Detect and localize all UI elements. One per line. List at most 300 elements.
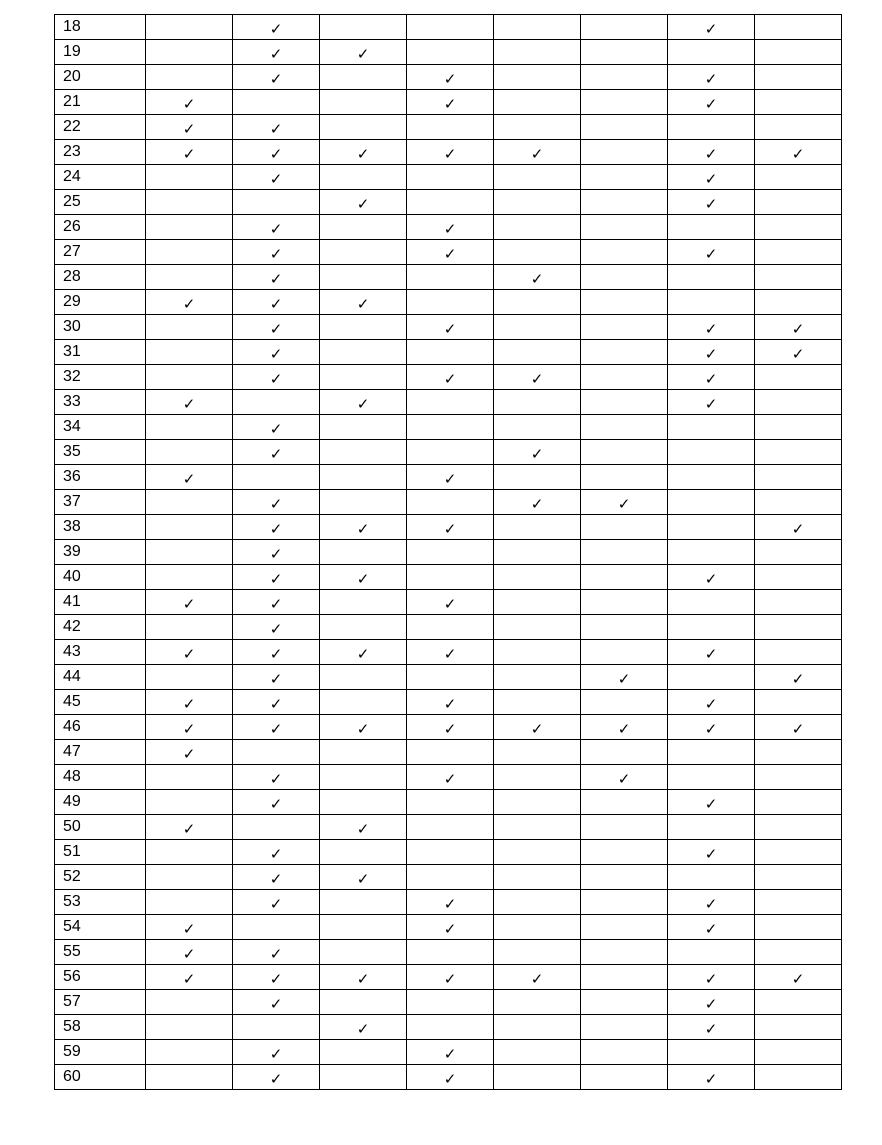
check-cell [581, 40, 668, 65]
checkmark-icon: ✓ [704, 795, 718, 813]
checkmark-icon: ✓ [269, 1045, 283, 1063]
check-cell [755, 640, 842, 665]
check-cell [494, 290, 581, 315]
check-cell [146, 265, 233, 290]
check-cell [581, 715, 668, 740]
check-cell [494, 415, 581, 440]
check-cell [581, 890, 668, 915]
check-cell [320, 40, 407, 65]
check-cell [581, 565, 668, 590]
row-number: 36 [55, 465, 146, 490]
check-cell [581, 690, 668, 715]
check-cell [407, 415, 494, 440]
check-cell [407, 490, 494, 515]
table-row [55, 915, 842, 940]
check-cell [668, 965, 755, 990]
table-row [55, 840, 842, 865]
check-cell [233, 965, 320, 990]
check-cell [581, 765, 668, 790]
checkmark-icon: ✓ [182, 95, 196, 113]
table-row [55, 940, 842, 965]
check-cell [668, 765, 755, 790]
checkmark-icon: ✓ [530, 970, 544, 988]
check-cell [668, 740, 755, 765]
check-cell [320, 965, 407, 990]
checkmark-icon: ✓ [443, 145, 457, 163]
checkmark-icon: ✓ [704, 920, 718, 938]
checkmark-icon: ✓ [530, 495, 544, 513]
check-cell [581, 90, 668, 115]
check-cell [494, 440, 581, 465]
checkmark-icon: ✓ [443, 70, 457, 88]
check-cell [146, 590, 233, 615]
check-cell [668, 665, 755, 690]
check-cell [755, 115, 842, 140]
check-cell [407, 990, 494, 1015]
checkmark-icon: ✓ [704, 95, 718, 113]
check-cell [407, 440, 494, 465]
table-row [55, 465, 842, 490]
check-cell [146, 1015, 233, 1040]
check-cell [407, 465, 494, 490]
checkmark-icon: ✓ [269, 620, 283, 638]
checkmark-icon: ✓ [356, 145, 370, 163]
checkmark-icon: ✓ [269, 20, 283, 38]
check-cell [668, 590, 755, 615]
checkmark-icon: ✓ [182, 470, 196, 488]
check-cell [581, 540, 668, 565]
check-cell [755, 190, 842, 215]
check-cell [233, 790, 320, 815]
check-cell [668, 40, 755, 65]
check-cell [581, 1015, 668, 1040]
check-cell [233, 315, 320, 340]
check-cell [407, 615, 494, 640]
table-row [55, 1040, 842, 1065]
check-cell [146, 390, 233, 415]
check-cell [668, 565, 755, 590]
checkmark-icon: ✓ [704, 970, 718, 988]
check-cell [755, 790, 842, 815]
check-cell [407, 365, 494, 390]
check-cell [233, 940, 320, 965]
checkmark-icon: ✓ [530, 145, 544, 163]
check-cell [146, 565, 233, 590]
check-cell [407, 715, 494, 740]
check-cell [494, 1015, 581, 1040]
checkmark-icon: ✓ [269, 45, 283, 63]
table-row [55, 215, 842, 240]
row-number: 59 [55, 1040, 146, 1065]
check-cell [494, 265, 581, 290]
check-cell [146, 840, 233, 865]
checkmark-icon: ✓ [269, 520, 283, 538]
check-cell [320, 690, 407, 715]
check-cell [494, 490, 581, 515]
check-cell [755, 715, 842, 740]
check-cell [494, 665, 581, 690]
check-cell [320, 990, 407, 1015]
checkmark-icon: ✓ [791, 145, 805, 163]
row-number: 29 [55, 290, 146, 315]
check-cell [494, 515, 581, 540]
check-cell [581, 490, 668, 515]
check-cell [668, 815, 755, 840]
check-cell [233, 865, 320, 890]
check-cell [146, 740, 233, 765]
check-cell [407, 890, 494, 915]
check-cell [755, 90, 842, 115]
checkmark-icon: ✓ [704, 645, 718, 663]
check-cell [146, 140, 233, 165]
row-number: 38 [55, 515, 146, 540]
check-cell [581, 790, 668, 815]
check-cell [320, 540, 407, 565]
check-cell [755, 365, 842, 390]
checkmark-icon: ✓ [182, 395, 196, 413]
row-number: 19 [55, 40, 146, 65]
check-cell [494, 240, 581, 265]
check-cell [146, 65, 233, 90]
check-cell [581, 940, 668, 965]
check-cell [146, 15, 233, 40]
check-cell [320, 1015, 407, 1040]
check-cell [581, 215, 668, 240]
check-cell [494, 815, 581, 840]
row-number: 41 [55, 590, 146, 615]
row-number: 37 [55, 490, 146, 515]
check-cell [668, 1015, 755, 1040]
check-cell [668, 865, 755, 890]
table-row [55, 65, 842, 90]
check-cell [494, 1040, 581, 1065]
check-cell [146, 215, 233, 240]
checkmark-icon: ✓ [269, 420, 283, 438]
checkmark-icon: ✓ [617, 720, 631, 738]
table-body [55, 15, 842, 1090]
checkmark-icon: ✓ [443, 970, 457, 988]
checkmark-icon: ✓ [269, 695, 283, 713]
check-cell [407, 215, 494, 240]
check-cell [668, 340, 755, 365]
check-cell [146, 365, 233, 390]
check-cell [320, 65, 407, 90]
check-cell [581, 815, 668, 840]
checkmark-icon: ✓ [356, 195, 370, 213]
check-cell [320, 265, 407, 290]
checkmark-icon: ✓ [704, 570, 718, 588]
checkmark-icon: ✓ [530, 445, 544, 463]
table-row [55, 815, 842, 840]
check-cell [755, 990, 842, 1015]
check-cell [668, 90, 755, 115]
checkmark-icon: ✓ [704, 195, 718, 213]
check-cell [668, 115, 755, 140]
table-row [55, 515, 842, 540]
table-row [55, 1065, 842, 1090]
check-cell [233, 715, 320, 740]
check-cell [494, 715, 581, 740]
check-cell [407, 590, 494, 615]
checkmark-icon: ✓ [617, 670, 631, 688]
row-number: 56 [55, 965, 146, 990]
check-cell [755, 140, 842, 165]
check-cell [320, 315, 407, 340]
check-cell [494, 15, 581, 40]
table-row [55, 690, 842, 715]
check-cell [320, 90, 407, 115]
checkmark-icon: ✓ [269, 445, 283, 463]
check-cell [494, 540, 581, 565]
check-cell [233, 515, 320, 540]
row-number: 27 [55, 240, 146, 265]
checkmark-icon: ✓ [443, 920, 457, 938]
check-cell [755, 965, 842, 990]
checkmark-icon: ✓ [443, 1070, 457, 1088]
check-cell [494, 140, 581, 165]
checkmark-icon: ✓ [182, 645, 196, 663]
check-cell [494, 340, 581, 365]
check-cell [755, 590, 842, 615]
table-row [55, 90, 842, 115]
check-cell [668, 215, 755, 240]
check-cell [581, 590, 668, 615]
checkmark-icon: ✓ [269, 270, 283, 288]
check-cell [146, 290, 233, 315]
checkmark-icon: ✓ [443, 770, 457, 788]
check-cell [668, 290, 755, 315]
checkmark-icon: ✓ [704, 720, 718, 738]
check-cell [668, 515, 755, 540]
check-cell [494, 1065, 581, 1090]
check-cell [755, 65, 842, 90]
check-cell [320, 865, 407, 890]
checkmark-icon: ✓ [443, 1045, 457, 1063]
check-cell [668, 15, 755, 40]
check-cell [320, 840, 407, 865]
check-cell [494, 940, 581, 965]
row-number: 51 [55, 840, 146, 865]
check-cell [755, 1015, 842, 1040]
check-cell [146, 990, 233, 1015]
checkmark-icon: ✓ [443, 720, 457, 738]
check-cell [581, 190, 668, 215]
table-row [55, 790, 842, 815]
check-cell [407, 65, 494, 90]
check-cell [146, 865, 233, 890]
check-cell [407, 765, 494, 790]
check-cell [146, 715, 233, 740]
check-cell [320, 815, 407, 840]
row-number: 24 [55, 165, 146, 190]
checkmark-icon: ✓ [269, 895, 283, 913]
check-cell [755, 1040, 842, 1065]
check-cell [320, 290, 407, 315]
row-number: 33 [55, 390, 146, 415]
checkmark-icon: ✓ [356, 820, 370, 838]
checkmark-icon: ✓ [356, 295, 370, 313]
checkmark-icon: ✓ [356, 1020, 370, 1038]
check-cell [494, 840, 581, 865]
check-cell [407, 165, 494, 190]
row-number: 60 [55, 1065, 146, 1090]
checkmark-icon: ✓ [356, 520, 370, 538]
checkmark-icon: ✓ [443, 320, 457, 338]
check-cell [233, 640, 320, 665]
check-cell [755, 765, 842, 790]
check-cell [755, 565, 842, 590]
checkmark-icon: ✓ [269, 320, 283, 338]
check-cell [581, 1065, 668, 1090]
check-cell [407, 640, 494, 665]
check-cell [407, 1040, 494, 1065]
checkmark-icon: ✓ [443, 220, 457, 238]
table-row [55, 340, 842, 365]
table-row [55, 740, 842, 765]
check-cell [146, 490, 233, 515]
checkmark-icon: ✓ [356, 45, 370, 63]
check-cell [668, 1065, 755, 1090]
check-cell [320, 390, 407, 415]
check-cell [755, 15, 842, 40]
check-cell [407, 915, 494, 940]
table-row [55, 990, 842, 1015]
check-cell [581, 840, 668, 865]
checkmark-icon: ✓ [269, 120, 283, 138]
check-cell [755, 915, 842, 940]
check-cell [146, 515, 233, 540]
check-cell [494, 65, 581, 90]
check-cell [233, 340, 320, 365]
row-number: 47 [55, 740, 146, 765]
check-cell [494, 365, 581, 390]
check-cell [320, 215, 407, 240]
table-row [55, 1015, 842, 1040]
check-cell [146, 1040, 233, 1065]
check-cell [407, 540, 494, 565]
check-cell [755, 690, 842, 715]
checkmark-icon: ✓ [269, 495, 283, 513]
checkmark-icon: ✓ [269, 570, 283, 588]
check-cell [407, 40, 494, 65]
check-cell [233, 265, 320, 290]
checkmark-icon: ✓ [269, 1070, 283, 1088]
check-cell [407, 815, 494, 840]
row-number: 42 [55, 615, 146, 640]
row-number: 46 [55, 715, 146, 740]
check-cell [233, 140, 320, 165]
checkmark-icon: ✓ [182, 120, 196, 138]
checkmark-icon: ✓ [791, 520, 805, 538]
check-cell [581, 165, 668, 190]
checkmark-icon: ✓ [530, 720, 544, 738]
check-cell [407, 265, 494, 290]
checkmark-icon: ✓ [356, 870, 370, 888]
check-cell [755, 840, 842, 865]
check-cell [407, 315, 494, 340]
check-cell [407, 390, 494, 415]
checkmark-icon: ✓ [269, 970, 283, 988]
row-number: 52 [55, 865, 146, 890]
check-cell [755, 240, 842, 265]
table-row [55, 615, 842, 640]
check-cell [581, 990, 668, 1015]
check-cell [233, 490, 320, 515]
table-row [55, 565, 842, 590]
check-cell [146, 340, 233, 365]
check-cell [320, 190, 407, 215]
check-cell [494, 390, 581, 415]
check-cell [755, 165, 842, 190]
checkmark-icon: ✓ [530, 370, 544, 388]
check-cell [668, 840, 755, 865]
check-cell [233, 815, 320, 840]
row-number: 40 [55, 565, 146, 590]
check-cell [320, 465, 407, 490]
checkmark-icon: ✓ [791, 720, 805, 738]
check-cell [320, 590, 407, 615]
check-cell [668, 190, 755, 215]
table-row [55, 290, 842, 315]
checkmark-icon: ✓ [182, 920, 196, 938]
check-cell [581, 865, 668, 890]
check-cell [581, 1040, 668, 1065]
check-cell [407, 865, 494, 890]
check-cell [146, 815, 233, 840]
checkmark-icon: ✓ [443, 520, 457, 538]
check-cell [407, 690, 494, 715]
checkmark-icon: ✓ [269, 670, 283, 688]
checkmark-icon: ✓ [269, 645, 283, 663]
check-cell [668, 140, 755, 165]
check-cell [494, 890, 581, 915]
checkmark-icon: ✓ [182, 945, 196, 963]
check-cell [581, 115, 668, 140]
check-cell [494, 965, 581, 990]
check-cell [755, 265, 842, 290]
table-row [55, 165, 842, 190]
check-cell [233, 365, 320, 390]
check-cell [233, 915, 320, 940]
check-cell [581, 340, 668, 365]
check-cell [320, 940, 407, 965]
check-cell [668, 715, 755, 740]
check-cell [668, 1040, 755, 1065]
check-cell [494, 465, 581, 490]
check-cell [581, 465, 668, 490]
checkmark-icon: ✓ [791, 345, 805, 363]
check-cell [233, 15, 320, 40]
check-cell [668, 690, 755, 715]
check-cell [320, 490, 407, 515]
checkmark-icon: ✓ [269, 595, 283, 613]
check-cell [407, 565, 494, 590]
check-cell [581, 365, 668, 390]
checkmark-icon: ✓ [269, 845, 283, 863]
row-number: 39 [55, 540, 146, 565]
table-row [55, 315, 842, 340]
check-cell [320, 890, 407, 915]
checkmark-icon: ✓ [704, 695, 718, 713]
checkmark-icon: ✓ [269, 870, 283, 888]
table-row [55, 490, 842, 515]
check-cell [581, 415, 668, 440]
check-cell [320, 165, 407, 190]
check-cell [668, 65, 755, 90]
check-cell [581, 615, 668, 640]
check-cell [146, 240, 233, 265]
checklist-table [54, 14, 842, 1090]
